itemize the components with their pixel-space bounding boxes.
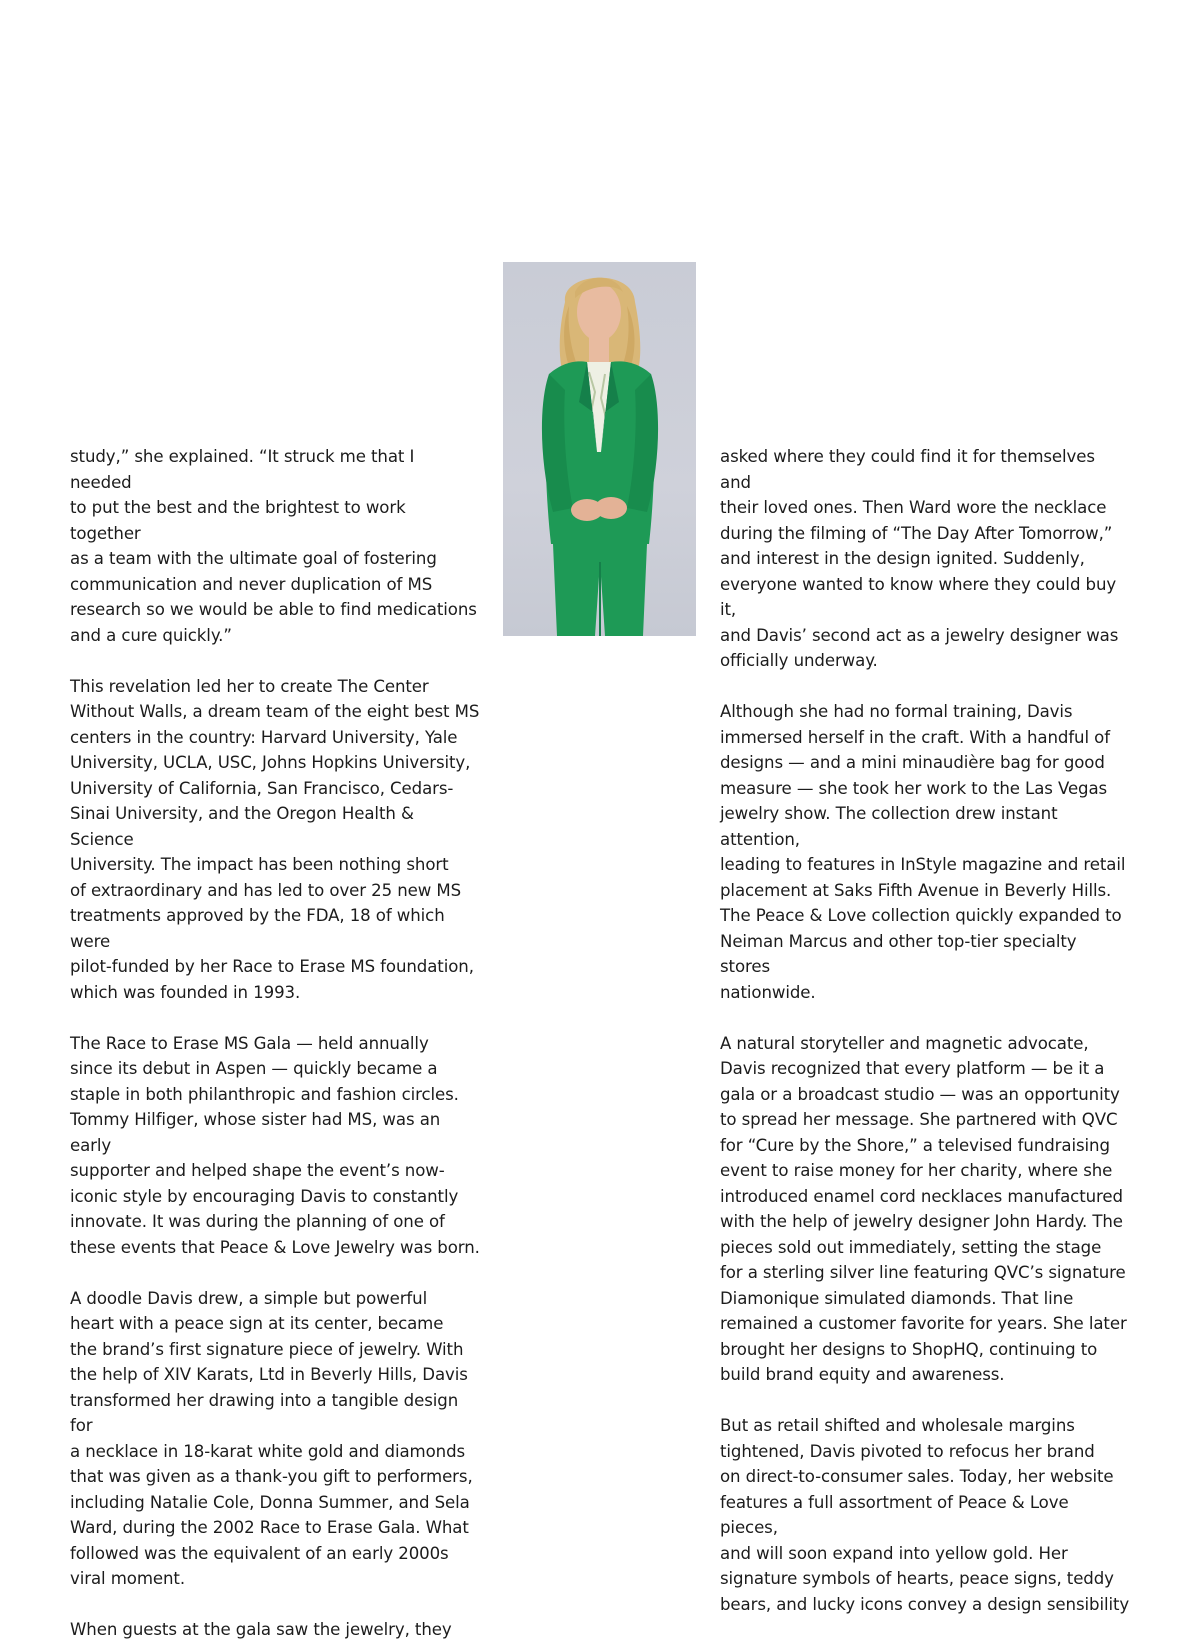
portrait-woman-green-suit-icon [503, 262, 696, 636]
paragraph: When guests at the gala saw the jewelry, they [70, 1620, 452, 1639]
paragraph: A natural storyteller and magnetic advocate, Davis recognized that every platform — be it a gala or a broadcast studio — was an opportunity to spread her message. She partnered with QVC for “Cure by the Shore,” a televised fundraising event to raise money for her charity, where she introduced enamel cord necklaces manufactured with the help of jewelry designer John Hardy. The pieces sold out immediately, setting the stage for a sterling silver line featuring QVC’s signature Diamonique simulated diamonds. That line remained a customer favorite for years. She later brought her designs to ShopHQ, continuing to build brand equity and awareness. [720, 1033, 1127, 1384]
article-left-column [70, 444, 480, 1643]
portrait-photo [503, 262, 696, 636]
article-right-column [720, 444, 1130, 1617]
paragraph: This revelation led her to create The Center Without Walls, a dream team of the eight best MS centers in the country: Harvard University, Yale University, UCLA, USC, Johns Hopkins University, University of California, San Francisco, Cedars- Sinai University, and the Oregon Health & Science University. The impact has been nothing short of extraordinary and has led to over 25 new MS treatments approved by the FDA, 18 of which were pilot-funded by her Race to Erase MS foundation, which was founded in 1993. [70, 676, 480, 1002]
paragraph: The Race to Erase MS Gala — held annually since its debut in Aspen — quickly became a staple in both philanthropic and fashion circles. Tommy Hilfiger, whose sister had MS, was an early supporter and helped shape the event’s now- iconic style by encouraging Davis to constantly innovate. It was during the planning of one of these events that Peace & Love Jewelry was born. [70, 1033, 480, 1257]
paragraph: Although she had no formal training, Davis immersed herself in the craft. With a handful of designs — and a mini minaudière bag for good measure — she took her work to the Las Vegas jewelry show. The collection drew instant attention, leading to features in InStyle magazine and retail placement at Saks Fifth Avenue in Beverly Hills. The Peace & Love collection quickly expanded to Neiman Marcus and other top-tier specialty stores nationwide. [720, 702, 1126, 1002]
paragraph: asked where they could find it for themselves and their loved ones. Then Ward wore the necklace during the filming of “The Day After Tomorrow,” and interest in the design ignited. Suddenly, everyone wanted to know where they could buy it, and Davis’ second act as a jewelry designer was officially underway. [720, 447, 1119, 670]
paragraph: A doodle Davis drew, a simple but powerful heart with a peace sign at its center, became the brand’s first signature piece of jewelry. With the help of XIV Karats, Ltd in Beverly Hills, Davis transformed her drawing into a tangible design for a necklace in 18-karat white gold and diamonds that was given as a thank-you gift to performers, including Natalie Cole, Donna Summer, and Sela Ward, during the 2002 Race to Erase Gala. What followed was the equivalent of an early 2000s viral moment. [70, 1288, 473, 1588]
paragraph: But as retail shifted and wholesale margins tightened, Davis pivoted to refocus her brand on direct-to-consumer sales. Today, her website features a full assortment of Peace & Love pieces, and will soon expand into yellow gold. Her signature symbols of hearts, peace signs, teddy bears, and lucky icons convey a design sensibility [720, 1416, 1130, 1614]
paragraph: study,” she explained. “It struck me that I needed to put the best and the brightest to work together as a team with the ultimate goal of fostering communication and never duplication of MS research so we would be able to find medications and a cure quickly.” [70, 447, 477, 645]
